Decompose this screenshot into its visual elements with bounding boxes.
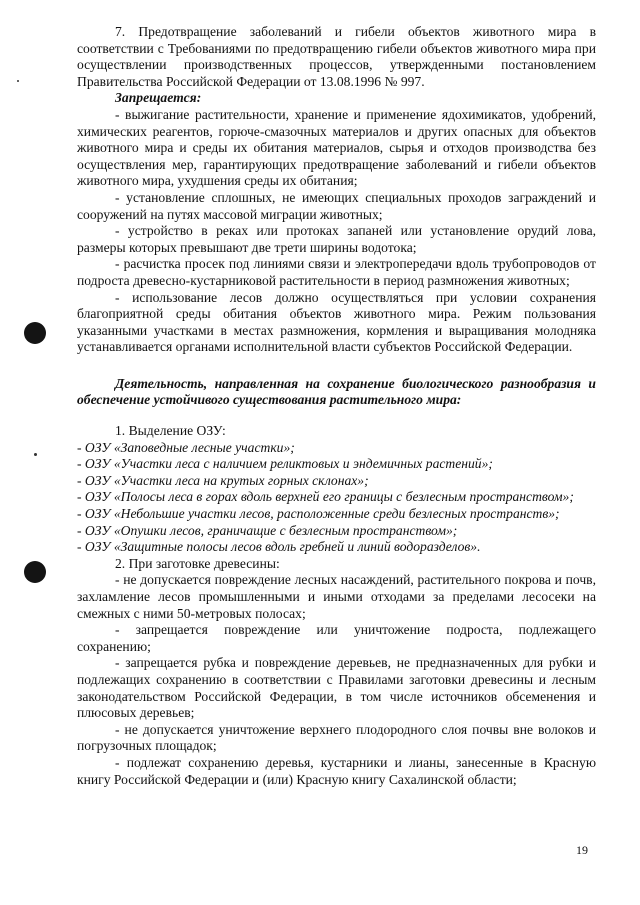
prohibited-item: - выжигание растительности, хранение и применение ядохимикатов, удобрений, химических реагентов, горюче-смазочных материалов и других опасных для объектов животного мира и среды их обитания материалов, сырья и отходов производства без осуществления мер, гарантирующих предотвращение заболеваний и гибели объектов животного мира, ухудшения среды их обитания; (77, 106, 596, 189)
harvest-item: - не допускается уничтожение верхнего плодородного слоя почвы вне волоков и погрузочных площадок; (77, 721, 596, 754)
ozu-item: - ОЗУ «Небольшие участки лесов, расположенные среди безлесных пространств»; (77, 506, 560, 522)
section-heading-flora: Деятельность, направленная на сохранение биологического разнообразия и обеспечение устойчивого существования растительного мира: (77, 375, 596, 408)
document-page (77, 24, 596, 788)
paragraph-item-7: 7. Предотвращение заболеваний и гибели объектов животного мира в соответствии с Требованиями по предотвращению гибели объектов животного мира при осуществлении производственных процессов, утвержденными постановлением Правительства Российской Федерации от 13.08.1996 № 997. (77, 24, 596, 89)
punch-hole-bottom (24, 561, 46, 583)
list-title-harvest: 2. При заготовке древесины: (115, 555, 280, 571)
list-title-ozu: 1. Выделение ОЗУ: (115, 423, 226, 439)
prohibited-heading: Запрещается: (115, 90, 202, 106)
ozu-item: - ОЗУ «Участки леса с наличием реликтовых и эндемичных растений»; (77, 456, 493, 472)
prohibited-item: - использование лесов должно осуществляться при условии сохранения благоприятной среды обитания объектов животного мира. Режим пользования указанными участками в местах размножения, кормления и выращивания молодняка устанавливается органами исполнительной власти субъектов Российской Федерации. (77, 289, 596, 355)
ozu-item: - ОЗУ «Заповедные лесные участки»; (77, 439, 295, 455)
harvest-item: - не допускается повреждение лесных насаждений, растительного покрова и почв, захламление лесов промышленными и иными отходами за пределами лесосеки на смежных с ними 50-метровых полосах; (77, 572, 596, 621)
ozu-item: - ОЗУ «Полосы леса в горах вдоль верхней его границы с безлесным пространством»; (77, 489, 574, 505)
ozu-item: - ОЗУ «Защитные полосы лесов вдоль гребней и линий водоразделов». (77, 539, 481, 555)
harvest-item: - запрещается повреждение или уничтожение подроста, подлежащего сохранению; (77, 622, 596, 654)
harvest-item: - запрещается рубка и повреждение деревьев, не предназначенных для рубки и подлежащих сохранению в соответствии с Правилами заготовки древесины и лесным законодательством Российской Федерации, в том числе источников обсеменения и плюсовых деревьев; (77, 655, 596, 721)
scan-speck (34, 453, 37, 456)
harvest-item: - подлежат сохранению деревья, кустарники и лианы, занесенные в Красную книгу Российской Федерации и (или) Красную книгу Сахалинской области; (77, 754, 596, 787)
ozu-item: - ОЗУ «Участки леса на крутых горных склонах»; (77, 472, 369, 488)
prohibited-item: - устройство в реках или протоках запаней или установление орудий лова, размеры которых превышают две трети ширины водотока; (77, 223, 596, 255)
prohibited-item: - установление сплошных, не имеющих специальных проходов заграждений и сооружений на путях массовой миграции животных; (77, 189, 596, 222)
page-number: 19 (576, 843, 588, 857)
ozu-item: - ОЗУ «Опушки лесов, граничащие с безлесным пространством»; (77, 522, 458, 538)
scan-speck (17, 80, 19, 82)
punch-hole-top (24, 322, 46, 344)
prohibited-item: - расчистка просек под линиями связи и электропередачи вдоль трубопроводов от подроста древесно-кустарниковой растительности в период размножения животных; (77, 256, 596, 288)
